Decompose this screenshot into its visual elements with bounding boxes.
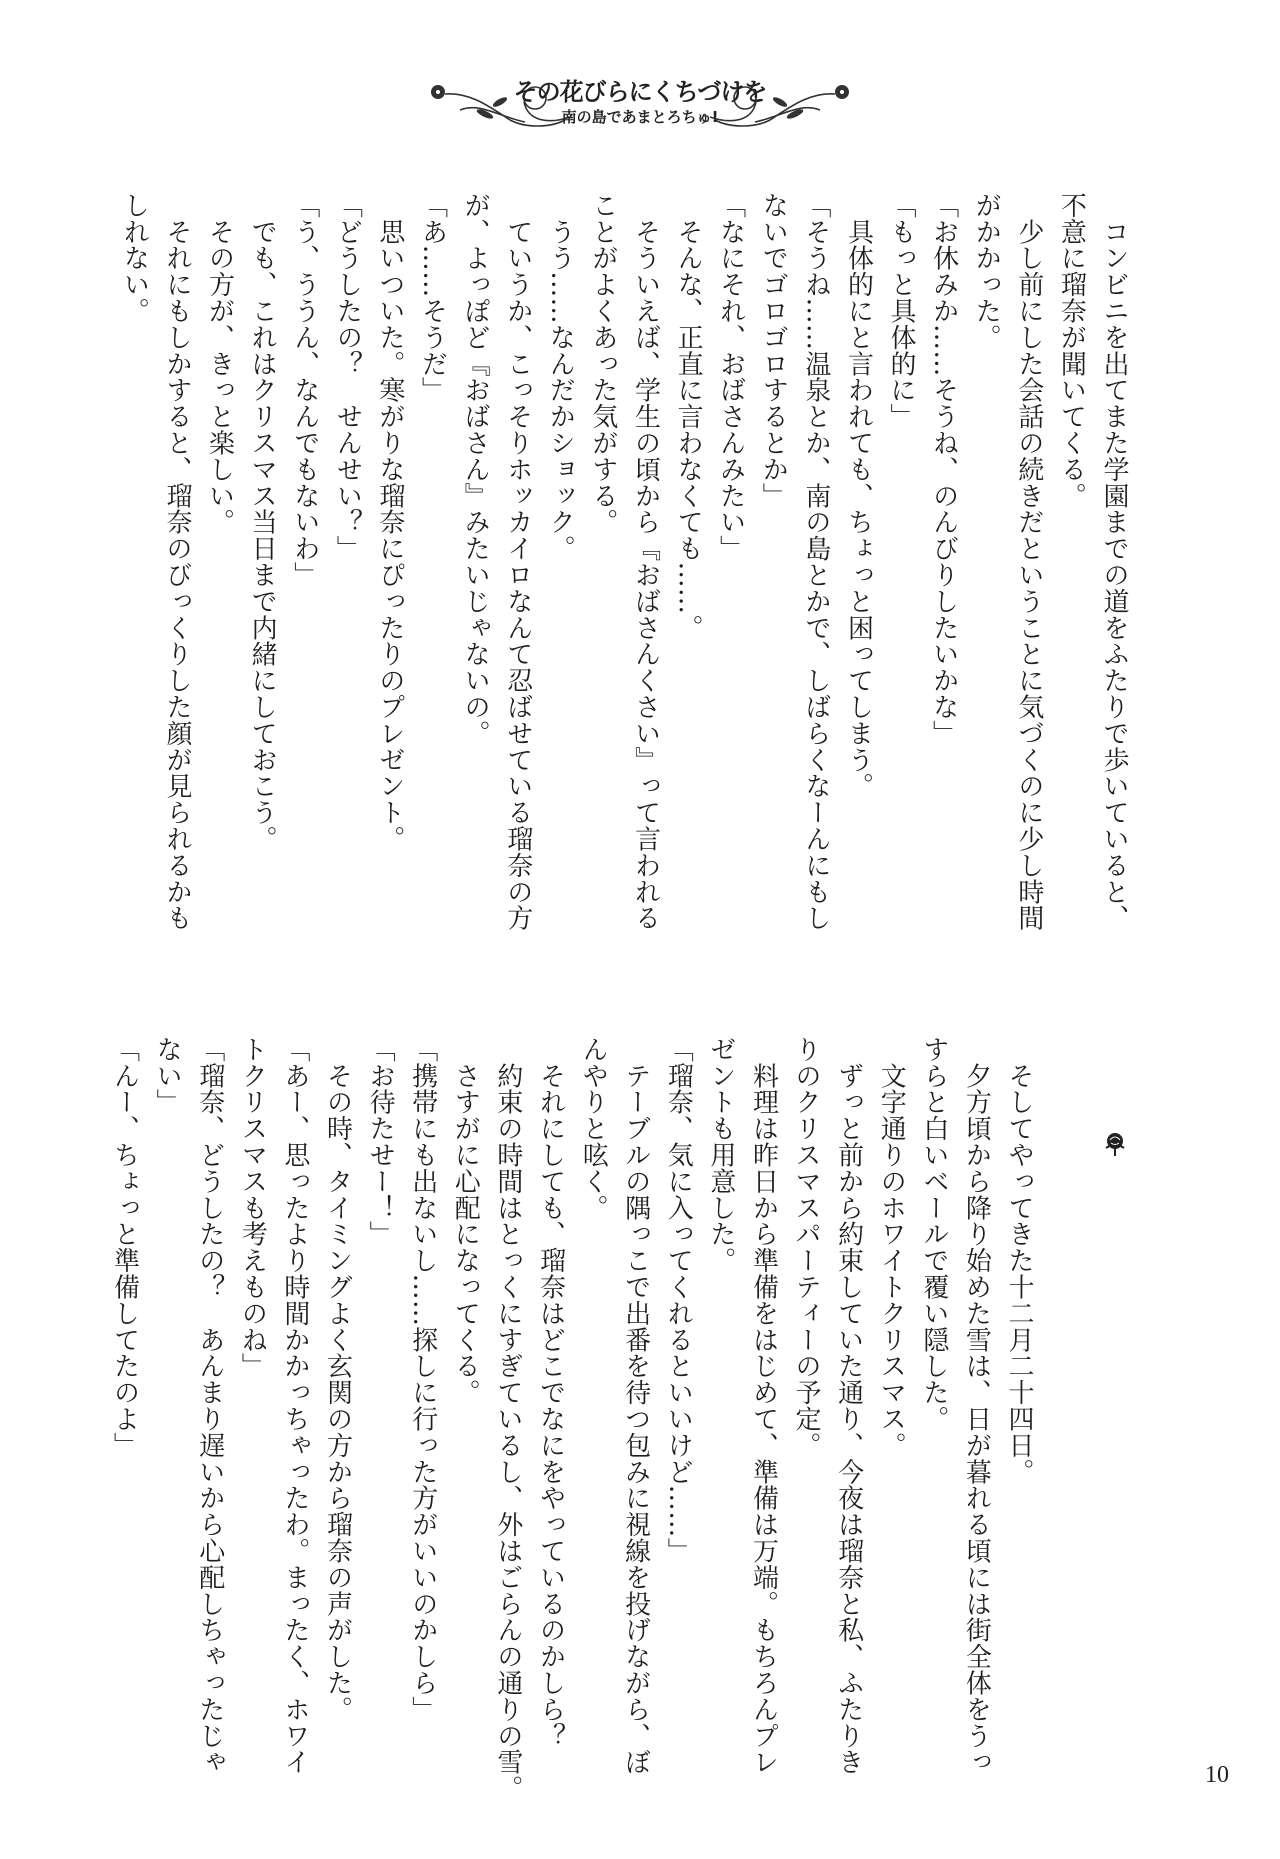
text-column: すらと白いベールで覆い隠した。 <box>918 1036 949 1432</box>
text-column: 「あ……そうだ」 <box>417 192 448 404</box>
text-column: ていうか、こっそりホッカイロなんて忍ばせている瑠奈の方 <box>502 192 533 932</box>
text-column: トクリスマスも考えものね」 <box>237 1036 268 1380</box>
text-column: うう……なんだかショック。 <box>545 192 576 562</box>
rose-icon <box>1100 1128 1130 1162</box>
text-column: 料理は昨日から準備をはじめて、準備は万端。もちろんプレ <box>748 1036 779 1776</box>
text-column: 「お休みか……そうね、のんびりしたいかな」 <box>928 192 959 747</box>
text-column: ないでゴロゴロするとか」 <box>758 192 789 509</box>
text-column: 「んー、ちょっと準備してたのよ」 <box>109 1036 140 1459</box>
text-column: そんな、正直に言わなくても……。 <box>673 192 704 641</box>
page-number: 10 <box>1205 1762 1229 1788</box>
text-column: そしてやってきた十二月二十四日。 <box>1004 1036 1034 1485</box>
text-column: 夕方頃から降り始めた雪は、日が暮れる頃には街全体をうっ <box>961 1036 992 1776</box>
text-column: 思いついた。寒がりな瑠奈にぴったりのプレゼント。 <box>374 192 405 852</box>
lower-text-block <box>103 1036 1040 1802</box>
text-column: ことがよくあった気がする。 <box>587 192 618 536</box>
text-column: ゼントも用意した。 <box>705 1036 736 1274</box>
text-column: 文字通りのホワイトクリスマス。 <box>876 1036 907 1459</box>
text-column: りのクリスマスパーティーの予定。 <box>791 1036 822 1459</box>
text-column: その方が、きっと楽しい。 <box>204 192 235 536</box>
text-column: が、よっぽど『おばさん』みたいじゃないの。 <box>460 192 491 747</box>
text-column: その時、タイミングよく玄関の方から瑠奈の声がした。 <box>322 1036 353 1723</box>
text-column: 「う、ううん、なんでもないわ」 <box>289 192 320 588</box>
text-column: さすがに心配になってくる。 <box>450 1036 481 1406</box>
text-column: 少し前にした会話の続きだということに気づくのに少し時間 <box>1013 192 1044 932</box>
text-column: 「携帯にも出ないし……探しに行った方がいいのかしら」 <box>407 1036 438 1723</box>
text-column: コンビニを出てまた学園までの道をふたりで歩いていると、 <box>1099 192 1129 932</box>
text-column: 「あー、思ったより時間かかっちゃったわ。まったく、ホワイ <box>279 1036 310 1776</box>
running-header <box>400 62 880 142</box>
text-column: しれない。 <box>119 192 150 324</box>
text-column: 不意に瑠奈が聞いてくる。 <box>1056 192 1087 509</box>
text-column: 「お待たせー！」 <box>365 1036 396 1248</box>
text-column: 「なにそれ、おばさんみたい」 <box>715 192 746 562</box>
text-column: 「そうね……温泉とか、南の島とかで、しばらくなーんにもし <box>800 192 831 932</box>
text-column: 約束の時間はとっくにすぎているし、外はごらんの通りの雪。 <box>492 1036 523 1802</box>
text-column: ずっと前から約束していた通り、今夜は瑠奈と私、ふたりき <box>833 1036 864 1776</box>
text-column: がかかった。 <box>971 192 1002 351</box>
text-column: 「瑠奈、どうしたの？ あんまり遅いから心配しちゃったじゃ <box>194 1036 225 1776</box>
text-column: でも、これはクリスマス当日まで内緒にしておこう。 <box>247 192 278 852</box>
text-column: 「どうしたの？ せんせい？」 <box>332 192 363 562</box>
text-column: んやりと呟く。 <box>578 1036 609 1221</box>
text-column: ない」 <box>152 1036 183 1116</box>
text-column: それにしても、瑠奈はどこでなにをやっているのかしら？ <box>535 1036 566 1749</box>
text-column: それにもしかすると、瑠奈のびっくりした顔が見られるかも <box>161 192 192 932</box>
text-column: そういえば、学生の頃から『おばさんくさい』って言われる <box>630 192 661 932</box>
text-column: 「もっと具体的に」 <box>886 192 917 430</box>
text-column: テーブルの隅っこで出番を待つ包みに視線を投げながら、ぼ <box>620 1036 651 1776</box>
book-subtitle: 南の島であまとろちゅ! <box>561 108 719 126</box>
text-column: 「瑠奈、気に入ってくれるといいけど……」 <box>663 1036 694 1564</box>
upper-text-block <box>113 192 1135 952</box>
book-title: その花びらにくちづけを <box>513 78 767 106</box>
text-column: 具体的にと言われても、ちょっと困ってしまう。 <box>843 192 874 800</box>
